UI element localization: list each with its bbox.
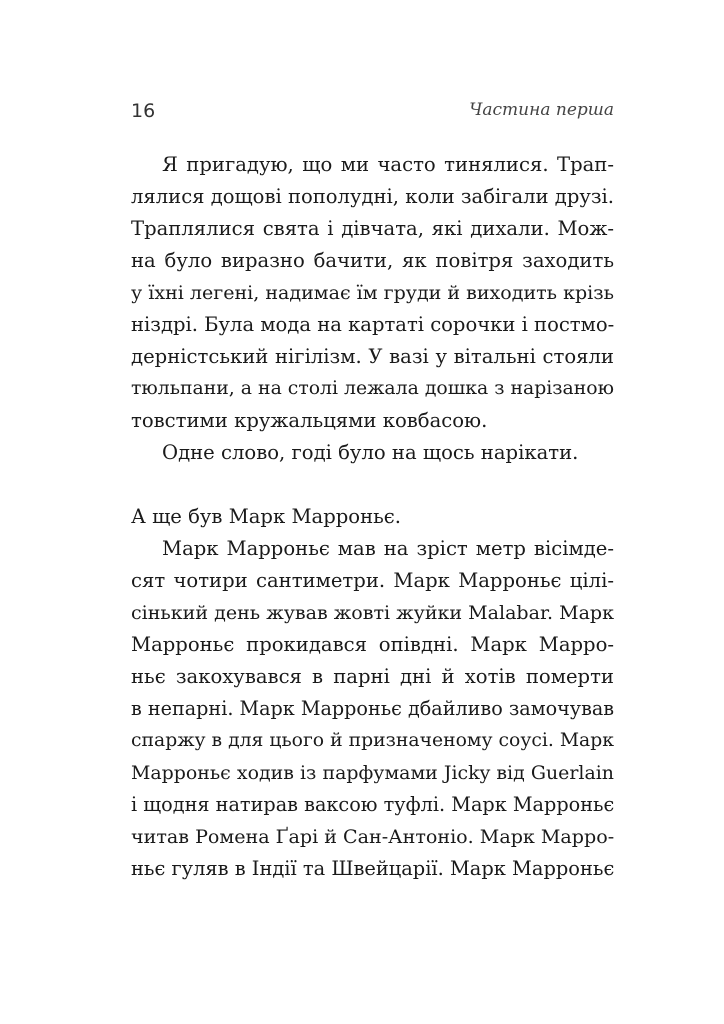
text-line: Марроньє ходив із парфумами Jicky від Guerlain: [131, 762, 614, 784]
text-line: в непарні. Марк Марроньє дбайливо замочував: [131, 697, 615, 720]
text-line: сінький день жував жовті жуйки Malabar. Марк: [131, 602, 614, 624]
text-line: і щодня натирав ваксою туфлі. Марк Марроньє: [131, 793, 615, 816]
text-line: Марк Марроньє мав на зріст метр вісімде-: [162, 537, 614, 560]
text-line: спаржу в для цього й призначеному соусі. Марк: [131, 730, 614, 751]
text-line: Одне слово, годі було на щось нарікати.: [162, 441, 579, 464]
text-line: товстими кружальцями ковбасою.: [131, 409, 488, 432]
text-line: ньє закохувався в парні дні й хотів померти: [131, 665, 614, 688]
text-line: сят чотири сантиметри. Марк Марроньє цілі-: [131, 569, 614, 592]
text-line: Траплялися свята і дівчата, які дихали. Мож-: [131, 217, 614, 240]
text-line: Марроньє прокидався опівдні. Марк Марро-: [131, 633, 614, 656]
text-line: ніздрі. Була мода на картаті сорочки і постмо-: [131, 313, 615, 336]
text-line: Я пригадую, що ми часто тинялися. Трап-: [162, 153, 614, 176]
text-line: на було виразно бачити, як повітря заходить: [131, 249, 614, 272]
text-line: дерністський нігілізм. У вазі у вітальні стояли: [131, 345, 614, 368]
page-header: [131, 100, 614, 128]
text-line: у їхні легені, надимає їм груди й виходить крізь: [131, 282, 614, 304]
running-head: Частина перша: [469, 100, 614, 120]
page-number: 16: [131, 100, 156, 122]
text-line: читав Ромена Ґарі й Сан-Антоніо. Марк Марро-: [131, 825, 615, 848]
text-line: ньє гуляв в Індії та Швейцарії. Марк Марроньє: [131, 857, 615, 880]
text-line: лялися дощові пополудні, коли забігали друзі.: [131, 185, 614, 208]
text-line: А ще був Марк Марроньє.: [131, 505, 402, 528]
text-line: тюльпани, а на столі лежала дошка з нарізаною: [131, 378, 614, 399]
